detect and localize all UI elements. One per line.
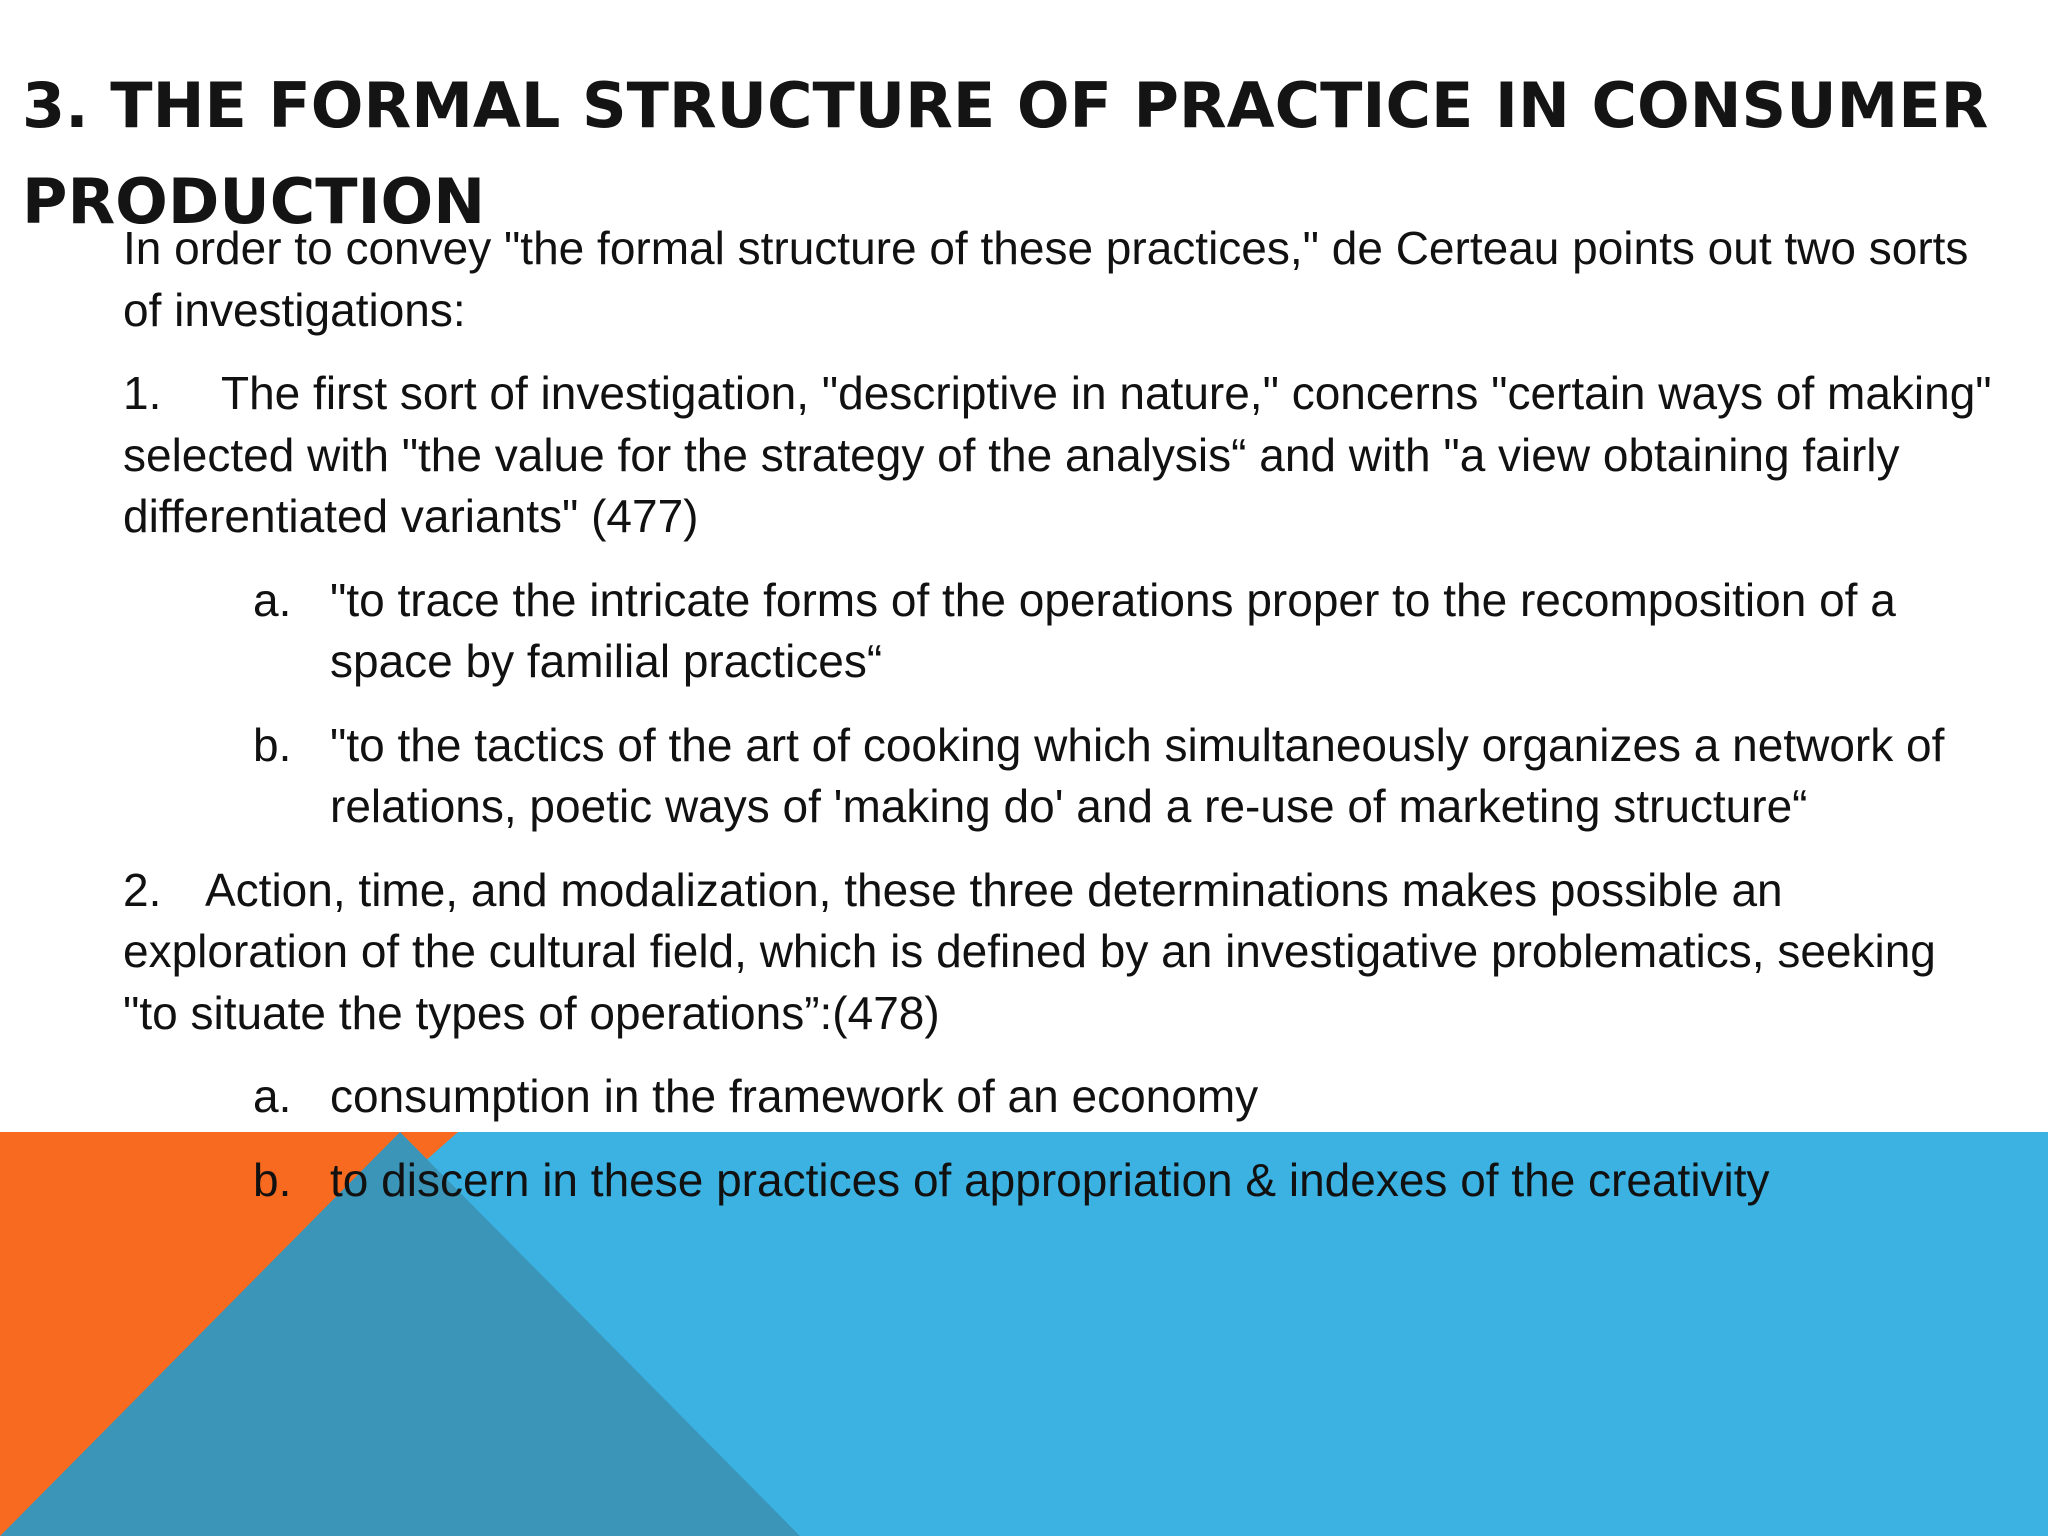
sub-item-1a-text: "to trace the intricate forms of the operations proper to the recomposition of a space by familial practices“ bbox=[330, 573, 1896, 687]
sub-item-1a-letter: a. bbox=[253, 573, 292, 626]
slide-body bbox=[123, 218, 2003, 1233]
slide-title: 3. THE FORMAL STRUCTURE OF PRACTICE IN CONSUMER PRODUCTION bbox=[22, 69, 1989, 238]
sub-item-1b-letter: b. bbox=[253, 718, 292, 771]
list-item-1 bbox=[123, 363, 2003, 548]
sub-item-2b-letter: b. bbox=[253, 1153, 292, 1206]
sub-item-1b-text: "to the tactics of the art of cooking which simultaneously organizes a network of relations, poetic ways of 'making do' and a re-use of marketing structure“ bbox=[330, 718, 1945, 832]
list-item-1-text: The first sort of investigation, "descriptive in nature," concerns "certain ways of making" selected with "the value for the strategy of the analysis“ and with "a view obtaining fairly differentiated variants" (477) bbox=[123, 367, 1992, 542]
sub-item-1a bbox=[123, 570, 2003, 693]
sub-item-2a bbox=[123, 1066, 2003, 1128]
list-item-2-number: 2. bbox=[123, 863, 162, 916]
list-item-2 bbox=[123, 860, 2003, 1045]
sub-item-2b bbox=[123, 1150, 2003, 1212]
sub-item-2a-text: consumption in the framework of an economy bbox=[330, 1070, 1259, 1122]
sub-item-2b-text: to discern in these practices of appropriation & indexes of the creativity bbox=[330, 1153, 1770, 1206]
sub-item-2a-letter: a. bbox=[253, 1070, 292, 1122]
list-item-2-text: Action, time, and modalization, these three determinations makes possible an exploration of the cultural field, which is defined by an investigative problematics, seeking "to situate the types of operations”:(478) bbox=[123, 863, 1936, 1039]
intro-paragraph: In order to convey "the formal structure of these practices," de Certeau points out two sorts of investigations: bbox=[123, 222, 1969, 336]
list-item-1-number: 1. bbox=[123, 367, 162, 419]
sub-item-1b bbox=[123, 715, 2003, 838]
